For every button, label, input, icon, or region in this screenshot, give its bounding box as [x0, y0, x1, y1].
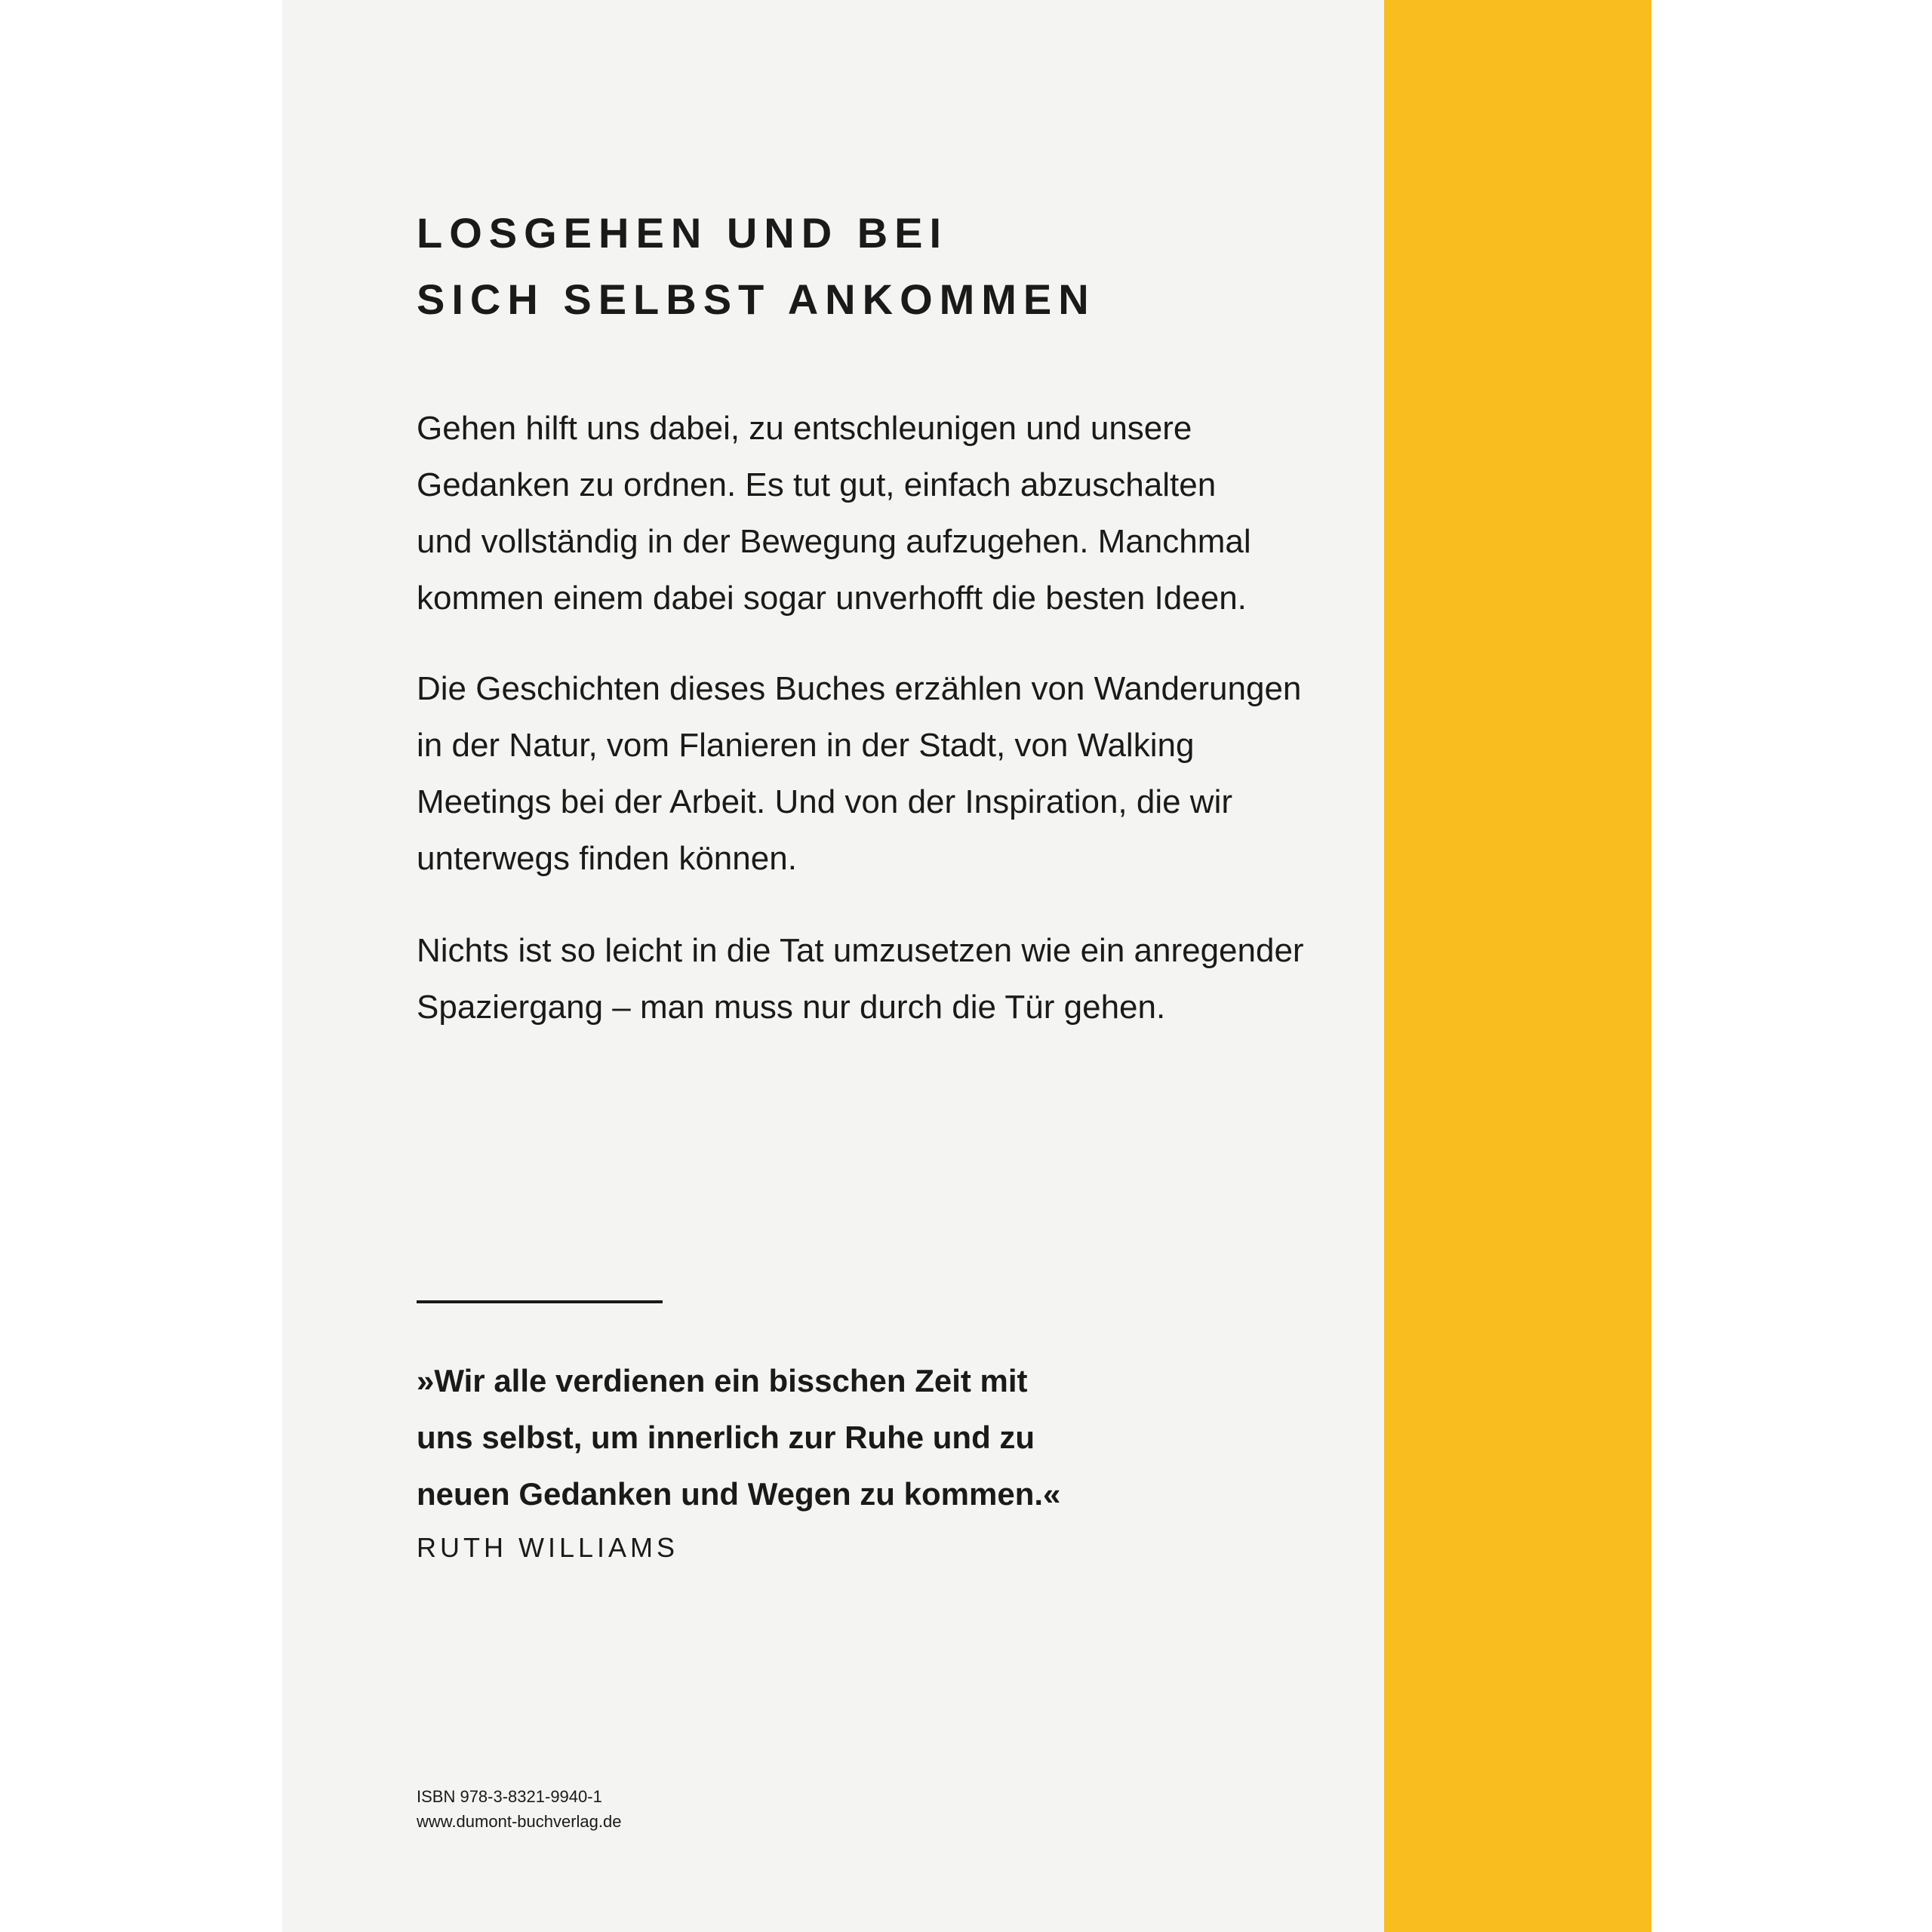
isbn: ISBN 978-3-8321-9940-1 [417, 1787, 602, 1806]
blurb-paragraph [417, 400, 1251, 626]
divider-rule [417, 1300, 663, 1303]
blurb-paragraph [417, 922, 1304, 1035]
text-line: kommen einem dabei sogar unverhofft die besten Ideen. [417, 580, 1247, 617]
spine-band [1384, 0, 1651, 1932]
quote-line: uns selbst, um innerlich zur Ruhe und zu [417, 1420, 1035, 1455]
text-line: Meetings bei der Arbeit. Und von der Inspiration, die wir [417, 783, 1233, 820]
headline-line: SICH SELBST ANKOMMEN [417, 275, 1096, 323]
text-line: Spaziergang – man muss nur durch die Tür gehen. [417, 989, 1166, 1026]
blurb-paragraph [417, 660, 1301, 887]
text-line: unterwegs finden können. [417, 840, 797, 877]
quote-author: RUTH WILLIAMS [417, 1532, 679, 1563]
text-line: Die Geschichten dieses Buches erzählen von Wanderungen [417, 670, 1302, 707]
text-line: in der Natur, vom Flanieren in der Stadt, von Walking [417, 727, 1195, 764]
text-line: und vollständig in der Bewegung aufzugehen. Manchmal [417, 523, 1251, 560]
imprint [417, 1784, 621, 1834]
headline-line: LOSGEHEN UND BEI [417, 209, 949, 257]
text-line: Nichts ist so leicht in die Tat umzusetzen wie ein anregender [417, 932, 1304, 969]
quote [417, 1352, 1247, 1522]
headline [417, 200, 1247, 333]
text-line: Gehen hilft uns dabei, zu entschleunigen und unsere [417, 410, 1192, 447]
quote-line: neuen Gedanken und Wegen zu kommen.« [417, 1476, 1061, 1512]
quote-line: »Wir alle verdienen ein bisschen Zeit mit [417, 1363, 1028, 1398]
text-line: Gedanken zu ordnen. Es tut gut, einfach abzuschalten [417, 466, 1217, 503]
publisher-website: www.dumont-buchverlag.de [417, 1812, 622, 1831]
